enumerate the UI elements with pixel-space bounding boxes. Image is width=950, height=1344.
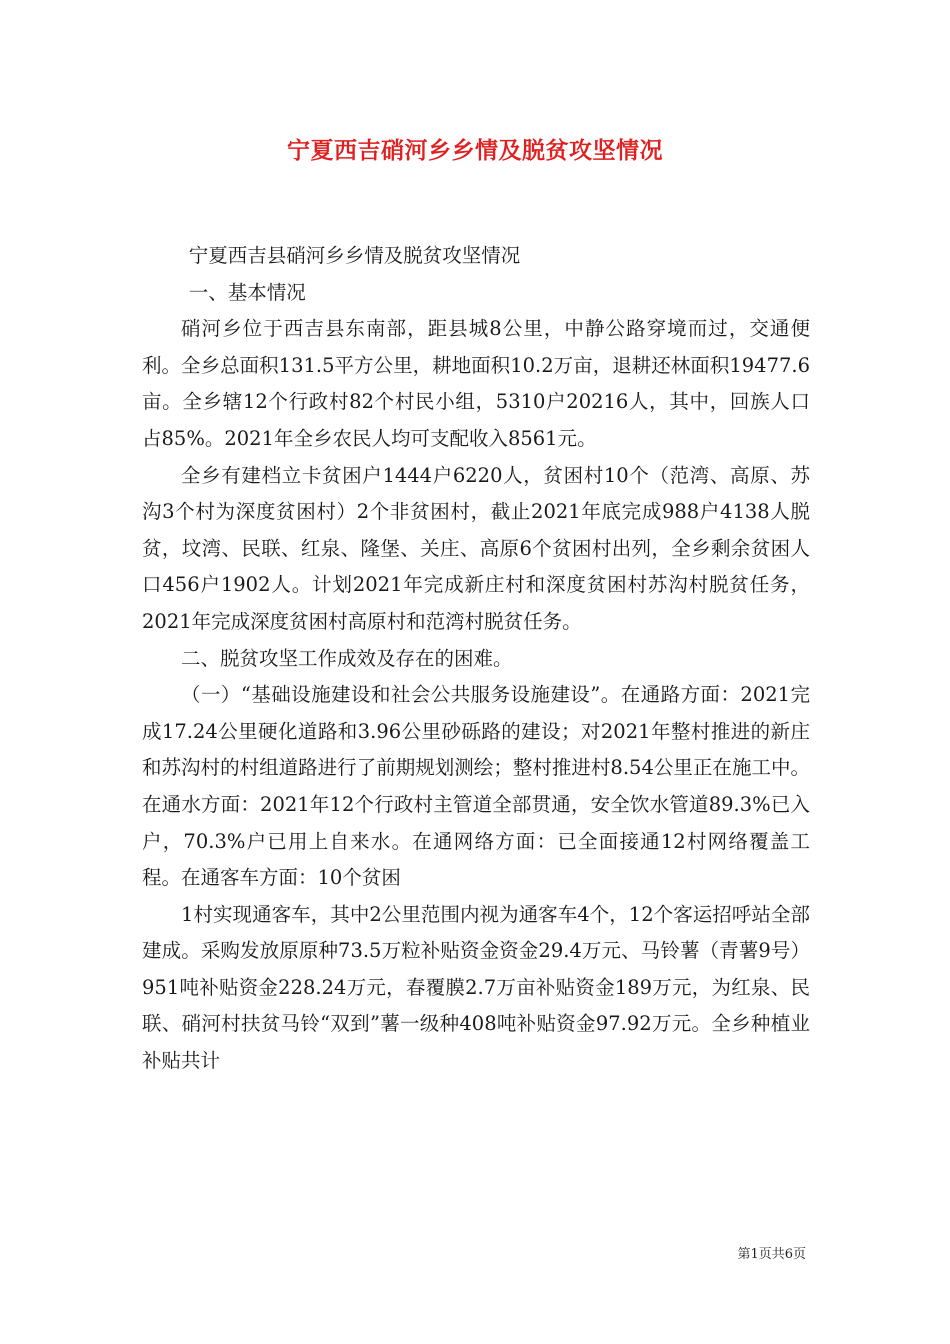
paragraph-poverty-households: 全乡有建档立卡贫困户1444户6220人，贫困村10个（范湾、高原、苏沟3个村为深度贫困村）2个非贫困村，截止2021年底完成988户4138人脱贫，坟湾、民联、红泉、隆堡、关庄、高原6个贫困村出列，全乡剩余贫困人口456户1902人。计划2021年完成新庄村和深度贫困村苏沟村脱贫任务，2021年完成深度贫困村高原村和范湾村脱贫任务。: [142, 463, 810, 633]
page-number: 第1页共6页: [737, 1247, 806, 1262]
section-heading-achievements: 二、脱贫攻坚工作成效及存在的困难。: [181, 646, 513, 670]
paragraph-subtitle: 宁夏西吉县硝河乡乡情及脱贫攻坚情况: [188, 244, 521, 267]
document-body: [142, 238, 810, 1080]
document-title: 宁夏西吉硝河乡乡情及脱贫攻坚情况: [287, 137, 663, 164]
section-heading-basic-info: 一、基本情况: [188, 280, 306, 304]
paragraph-transport-subsidies: 1村实现通客车，其中2公里范围内视为通客车4个，12个客运招呼站全部建成。采购发放原原种73.5万粒补贴资金资金29.4万元、马铃薯（青薯9号）951吨补贴资金228.24万元，春覆膜2.7万亩补贴资金189万元，为红泉、民联、硝河村扶贫马铃“双到”薯一级种408吨补贴资金97.92万元。全乡种植业补贴共计: [142, 902, 810, 1073]
paragraph-infrastructure: （一）“基础设施建设和社会公共服务设施建设”。在通路方面：2021完成17.24公里硬化道路和3.96公里砂砾路的建设；对2021年整村推进的新庄和苏沟村的村组道路进行了前期规划测绘；整村推进村8.54公里正在施工中。在通水方面：2021年12个行政村主管道全部贯通，安全饮水管道89.3%已入户，70.3%户已用上自来水。在通网络方面：已全面接通12村网络覆盖工程。在通客车方面：10个贫困: [142, 683, 810, 890]
paragraph-basic-info: 硝河乡位于西吉县东南部，距县城8公里，中静公路穿境而过，交通便利。全乡总面积131.5平方公里，耕地面积10.2万亩，退耕还林面积19477.6亩。全乡辖12个行政村82个村民小组，5310户20216人，其中，回族人口占85%。2021年全乡农民人均可支配收入8561元。: [142, 317, 810, 450]
